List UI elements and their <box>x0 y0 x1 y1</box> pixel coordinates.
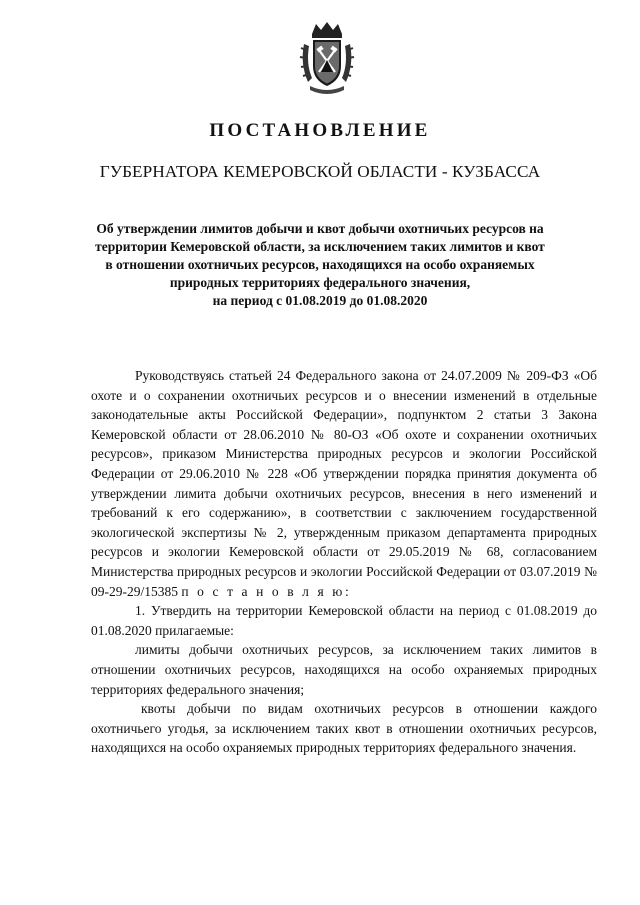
paragraph-preamble <box>91 366 597 601</box>
heading-line: на период с 01.08.2019 до 01.08.2020 <box>212 293 428 308</box>
heading-line: территории Кемеровской области, за исключением таких лимитов и квот <box>95 239 545 254</box>
heading-line: в отношении охотничьих ресурсов, находящихся на особо охраняемых <box>105 257 535 272</box>
paragraph-limits: лимиты добычи охотничьих ресурсов, за исключением таких лимитов в отношении охотничьих ресурсов, находящихся на особо охраняемых природных территориях федерального значения; <box>91 642 597 697</box>
document-body <box>91 366 597 758</box>
coat-of-arms-icon <box>298 20 356 96</box>
resolve-phrase: п о с т а н о в л я ю: <box>181 583 352 599</box>
document-subtitle: ГУБЕРНАТОРА КЕМЕРОВСКОЙ ОБЛАСТИ - КУЗБАССА <box>99 162 541 181</box>
resolution-heading <box>60 220 580 310</box>
document-title: ПОСТАНОВЛЕНИЕ <box>209 120 431 141</box>
paragraph-item-1: 1. Утвердить на территории Кемеровской области на период с 01.08.2019 до 01.08.2020 прилагаемые: <box>91 603 597 638</box>
paragraph-text: Руководствуясь статьей 24 Федерального закона от 24.07.2009 № 209-ФЗ «Об охоте и о сохранении охотничьих ресурсов и о внесении изменений в отдельные законодательные акты Российской Федерации», подпунктом 2 статьи 3 Закона Кемеровской области от 28.06.2010 № 80-ОЗ «Об охоте и сохранении охотничьих ресурсов», приказом Министерства природных ресурсов и экологии Российской Федерации от 29.06.2010 № 228 «Об утверждении порядка принятия документа об утверждении лимита добычи охотничьих ресурсов, внесения в него изменений и требований к его содержанию», в соответствии с заключением государственной экологической экспертизы № 2, утвержденным приказом департамента природных ресурсов и экологии Кемеровской области от 29.05.2019 № 68, согласованием Министерства природных ресурсов и экологии Российской Федерации от 03.07.2019 № 09-29-29/15385 <box>91 368 597 599</box>
heading-line: Об утверждении лимитов добычи и квот добычи охотничьих ресурсов на <box>96 221 544 236</box>
heading-line: природных территориях федерального значения, <box>169 275 471 290</box>
paragraph-quotas: квоты добычи по видам охотничьих ресурсов в отношении каждого охотничьего угодья, за исключением таких квот в отношении охотничьих ресурсов, находящихся на особо охраняемых природных территориях федерального значения. <box>91 701 597 756</box>
